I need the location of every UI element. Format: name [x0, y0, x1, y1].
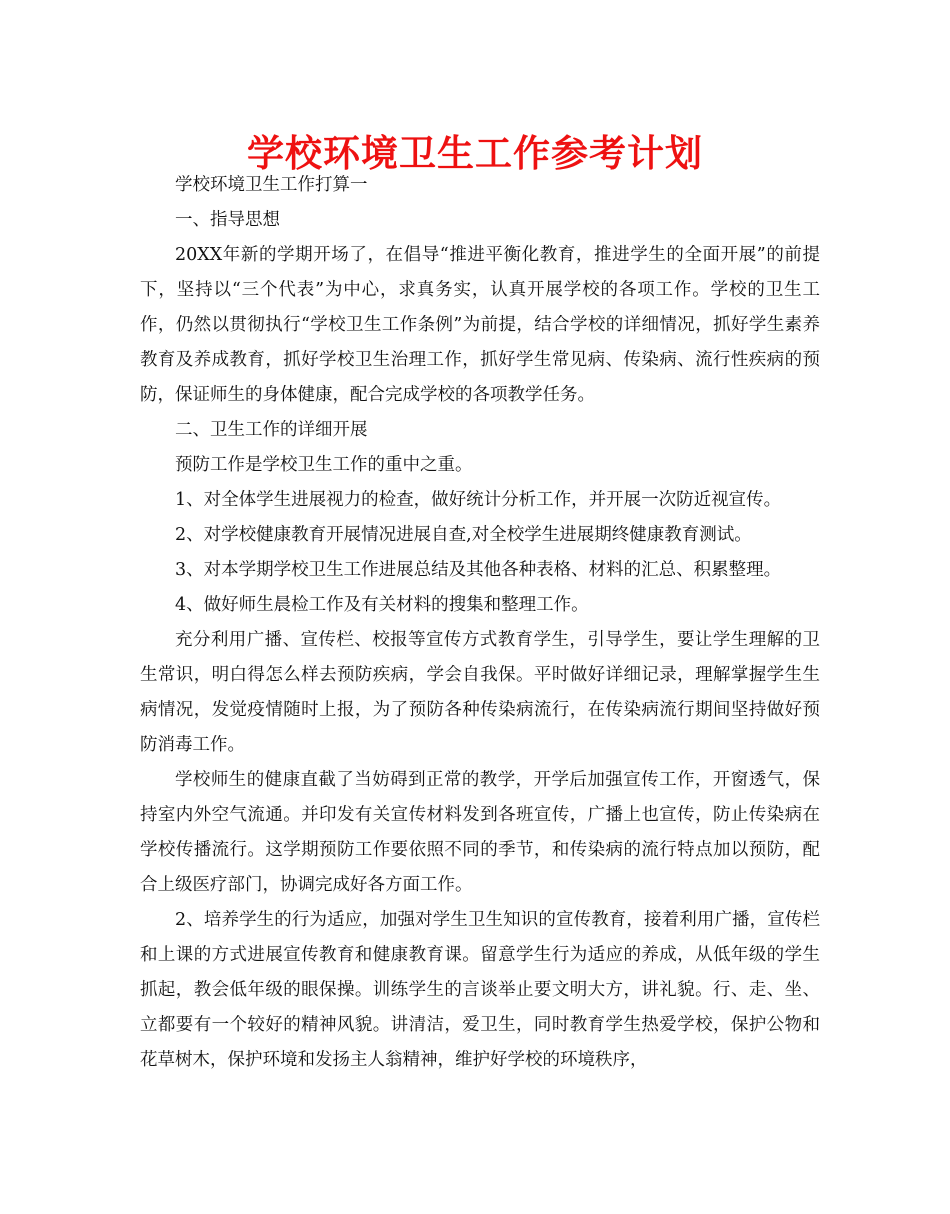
list-item: 3、对本学期学校卫生工作进展总结及其他各种表格、材料的汇总、积累整理。 [175, 560, 782, 580]
list-item: 1、对全体学生进展视力的检查，做好统计分析工作，并开展一次防近视宣传。 [175, 490, 782, 510]
list-item: 2、对学校健康教育开展情况进展自查,对全校学生进展期终健康教育测试。 [175, 525, 752, 545]
paragraph: 20XX年新的学期开场了，在倡导“推进平衡化教育，推进学生的全面开展”的前提下，坚持以“三个代表”为中心，求真务实，认真开展学校的各项工作。学校的卫生工作，仍然以贯彻执行“学校卫生工作条例”为前提，结合学校的详细情况，抓好学生素养教育及养成教育，抓好学校卫生治理工作，抓好学生常见病、传染病、流行性疾病的预防，保证师生的身体健康，配合完成学校的各项教学任务。 [140, 245, 820, 405]
paragraph: 预防工作是学校卫生工作的重中之重。 [175, 455, 473, 475]
document-body [140, 168, 820, 1078]
document-title: 学校环境卫生工作参考计划 [247, 131, 703, 175]
paragraph: 2、培养学生的行为适应，加强对学生卫生知识的宣传教育，接着利用广播，宣传栏和上课的方式进展宣传教育和健康教育课。留意学生行为适应的养成，从低年级的学生抓起，教会低年级的眼保操。训练学生的言谈举止要文明大方，讲礼貌。行、走、坐、立都要有一个较好的精神风貌。讲清洁，爱卫生，同时教育学生热爱学校，保护公物和花草树木，保护环境和发扬主人翁精神，维护好学校的环境秩序， [140, 910, 820, 1070]
list-item: 4、做好师生晨检工作及有关材料的搜集和整理工作。 [175, 595, 589, 615]
paragraph: 充分利用广播、宣传栏、校报等宣传方式教育学生，引导学生，要让学生理解的卫生常识，明白得怎么样去预防疾病，学会自我保。平时做好详细记录，理解掌握学生生病情况，发觉疫情随时上报，为了预防各种传染病流行，在传染病流行期间坚持做好预防消毒工作。 [140, 630, 820, 755]
paragraph: 学校师生的健康直截了当妨碍到正常的教学，开学后加强宣传工作，开窗透气，保持室内外空气流通。并印发有关宣传材料发到各班宣传，广播上也宣传，防止传染病在学校传播流行。这学期预防工作要依照不同的季节，和传染病的流行特点加以预防，配合上级医疗部门，协调完成好各方面工作。 [140, 770, 820, 895]
paragraph-heading-guiding-thought: 一、指导思想 [175, 210, 280, 230]
paragraph-subtitle: 学校环境卫生工作打算一 [175, 175, 368, 195]
paragraph-heading-work-details: 二、卫生工作的详细开展 [175, 420, 368, 440]
